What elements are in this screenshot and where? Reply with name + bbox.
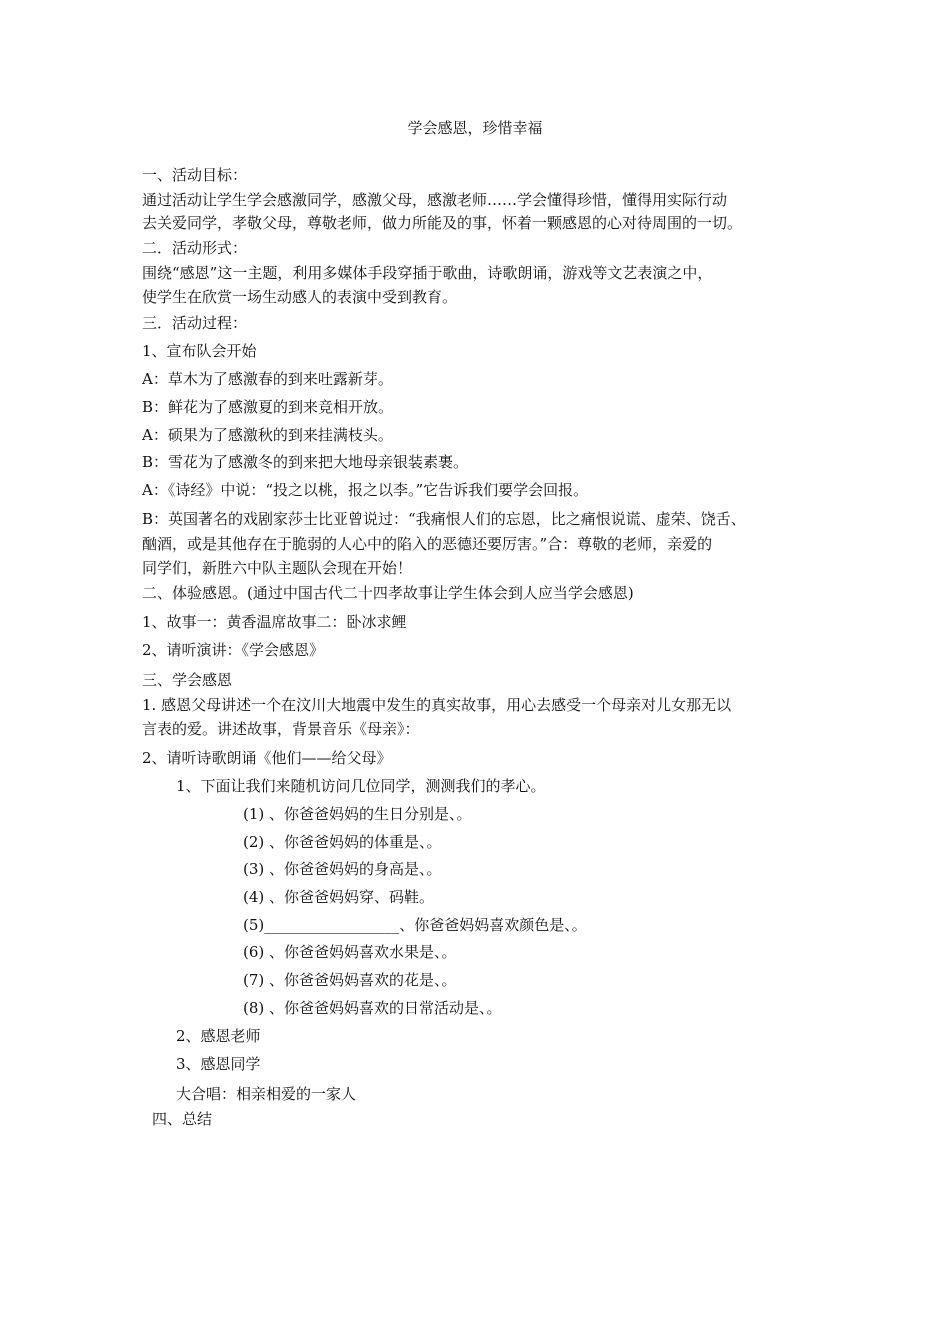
list-item: 2、请听诗歌朗诵《他们——给父母》 bbox=[142, 749, 392, 767]
question-item: (4) 、你爸爸妈妈穿、码鞋。 bbox=[243, 888, 435, 906]
list-item: 2、请听演讲：《学会感恩》 bbox=[142, 641, 325, 659]
list-item: 大合唱：相亲相爱的一家人 bbox=[176, 1085, 357, 1103]
section-heading: 二、体验感恩。(通过中国古代二十四孝故事让学生体会到人应当学会感恩) bbox=[142, 584, 634, 602]
document-title: 学会感恩，珍惜幸福 bbox=[407, 119, 543, 137]
list-item: 3、感恩同学 bbox=[176, 1055, 261, 1073]
list-item: 1、宣布队会开始 bbox=[142, 342, 257, 360]
dialogue-line: 酗酒，或是其他存在于脆弱的人心中的陷入的恶德还要厉害。”合：尊敬的老师，亲爱的 bbox=[142, 535, 713, 553]
question-item: (2) 、你爸爸妈妈的体重是、。 bbox=[243, 833, 442, 851]
dialogue-line: A：《诗经》中说：“投之以桃，报之以李。”它告诉我们要学会回报。 bbox=[142, 481, 589, 499]
question-item: (1) 、你爸爸妈妈的生日分别是、。 bbox=[243, 805, 472, 823]
dialogue-line: A：草木为了感激春的到来吐露新芽。 bbox=[142, 370, 393, 388]
question-item: (5)__________________、你爸爸妈妈喜欢颜色是、。 bbox=[243, 916, 587, 934]
section-heading: 一、活动目标： bbox=[142, 166, 248, 184]
paragraph-line: 1. 感恩父母讲述一个在汶川大地震中发生的真实故事，用心去感受一个母亲对儿女那无以 bbox=[142, 696, 732, 714]
dialogue-line: 同学们，新胜六中队主题队会现在开始！ bbox=[142, 559, 413, 577]
list-item: 1、故事一：黄香温席故事二：卧冰求鲤 bbox=[142, 613, 407, 631]
question-item: (8) 、你爸爸妈妈喜欢的日常活动是、。 bbox=[243, 999, 502, 1017]
question-item: (6) 、你爸爸妈妈喜欢水果是、。 bbox=[243, 943, 457, 961]
section-heading: 四、总结 bbox=[152, 1110, 213, 1128]
section-heading: 二．活动形式： bbox=[142, 239, 248, 257]
paragraph-line: 去关爱同学，孝敬父母，尊敬老师，做力所能及的事，怀着一颗感恩的心对待周围的一切。 bbox=[142, 214, 743, 232]
paragraph-line: 通过活动让学生学会感激同学，感激父母，感激老师……学会懂得珍惜，懂得用实际行动 bbox=[142, 191, 728, 209]
section-heading: 三、学会感恩 bbox=[142, 671, 233, 689]
paragraph-line: 围绕“感恩”这一主题，利用多媒体手段穿插于歌曲，诗歌朗诵，游戏等文艺表演之中， bbox=[142, 264, 713, 282]
list-item: 2、感恩老师 bbox=[176, 1027, 261, 1045]
question-item: (7) 、你爸爸妈妈喜欢的花是、。 bbox=[243, 971, 457, 989]
dialogue-line: B：鲜花为了感激夏的到来竞相开放。 bbox=[142, 398, 394, 416]
dialogue-line: A：硕果为了感激秋的到来挂满枝头。 bbox=[142, 426, 393, 444]
list-item: 1、下面让我们来随机访问几位同学，测测我们的孝心。 bbox=[176, 777, 546, 795]
dialogue-line: B：英国著名的戏剧家莎士比亚曾说过：“我痛恨人们的忘恩，比之痛恨说谎、虚荣、饶舌、 bbox=[142, 510, 746, 528]
paragraph-line: 言表的爱。讲述故事，背景音乐《母亲》： bbox=[142, 720, 420, 738]
question-item: (3) 、你爸爸妈妈的身高是、。 bbox=[243, 860, 442, 878]
section-heading: 三．活动过程： bbox=[142, 314, 248, 332]
dialogue-line: B：雪花为了感激冬的到来把大地母亲银装素裹。 bbox=[142, 453, 469, 471]
paragraph-line: 使学生在欣赏一场生动感人的表演中受到教育。 bbox=[142, 288, 458, 306]
